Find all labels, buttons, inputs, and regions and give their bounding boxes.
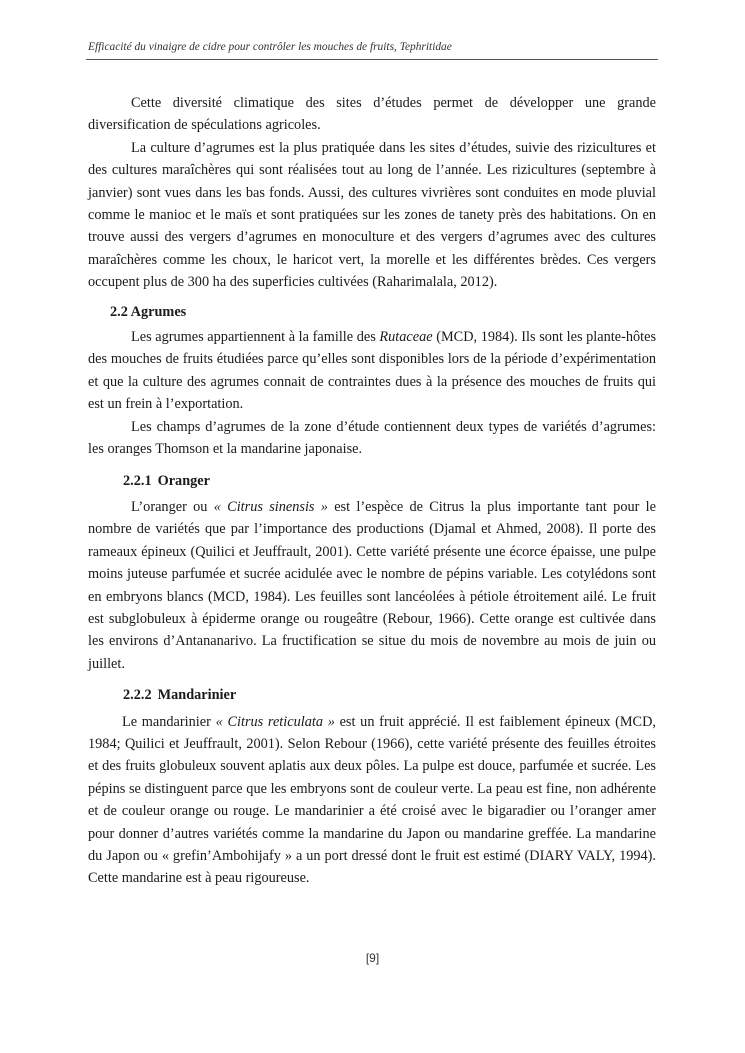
subsection-heading-mandarinier [88, 684, 656, 706]
heading-number: 2.2.2 [123, 687, 152, 704]
text-run: (MCD, 1984). Ils sont les plante-hôtes des mouches de fruits étudiées parce qu’elles sont disponibles lors de la période d’expérimentation et que la culture des agrumes connait de contraintes dues à la présence des mouches de fruits qui est un frein à l’exportation. [88, 329, 657, 413]
section-heading-agrumes: 2.2 Agrumes [110, 303, 187, 320]
paragraph-agrumes-varieties: Les champs d’agrumes de la zone d’étude contiennent deux types de variétés d’agrumes: les oranges Thomson et la mandarine japonaise. [88, 418, 656, 458]
italic-term-citrus-sinensis: « Citrus sinensis » [213, 498, 328, 515]
paragraph-climate: Cette diversité climatique des sites d’études permet de développer une grande diversification de spéculations agricoles. [88, 95, 656, 134]
header-divider [86, 59, 658, 60]
text-run: est un fruit apprécié. Il est faiblement épineux (MCD, 1984; Quilici et Jeuffrault, 2001). Selon Rebour (1966), cette variété présente des feuilles étroites et des fruits globuleux souvent aplatis aux deux pôles. La pulpe est douce, parfumée et sucrée. Les pépins se distinguent parce que les embryons sont de couleur verte. La peau est fine, non adhérente et de couleur orange ou rouge. Le mandarinier a été croisé avec le bigaradier ou l’oranger amer pour donner d’autres variétés comme la mandarine du Japon ou mandarine greffée. La mandarine du Japon ou « grefin’Ambohijafy » a un port dressé dont le fruit est estimé (DIARY VALY, 1994). Cette mandarine est à peau rigoureuse. [88, 713, 656, 887]
text-run: Les agrumes appartiennent à la famille des [131, 329, 380, 346]
heading-title: Mandarinier [157, 687, 237, 704]
page-body [88, 92, 656, 890]
running-header: Efficacité du vinaigre de cidre pour contrôler les mouches de fruits, Tephritidae [88, 41, 452, 53]
paragraph-agrumes-family [88, 326, 656, 416]
italic-term-citrus-reticulata: « Citrus reticulata » [215, 713, 335, 730]
paragraph-oranger [88, 496, 656, 675]
heading-title: Oranger [157, 472, 210, 489]
heading-number: 2.2.1 [123, 472, 152, 489]
paragraph-crops: La culture d’agrumes est la plus pratiquée dans les sites d’études, suivie des rizicultures et des cultures maraîchères qui sont réalisées tout au long de l’année. Les rizicultures (septembre à janvier) sont vues dans les bas fonds. Aussi, des cultures vivrières sont conduites en mode pluvial comme le manioc et le maïs et sont pratiquées sur les zones de tanety près des habitations. On en trouve aussi des vergers d’agrumes en monoculture et des vergers d’agrumes avec des cultures maraîchères comme les choux, le haricot vert, la morelle et les différentes brèdes. Ces vergers occupent plus de 300 ha des superficies cultivées (Raharimalala, 2012). [88, 139, 656, 291]
page-number: [9] [365, 951, 380, 965]
paragraph-mandarinier [88, 711, 656, 890]
italic-term-rutaceae: Rutaceae [379, 329, 433, 346]
text-run: est l’espèce de Citrus la plus importante tant pour le nombre de variétés que par l’importance des productions (Djamal et Ahmed, 2008). Il porte des rameaux épineux (Quilici et Jeuffrault, 2001). Cette variété présente une écorce épaisse, une pulpe moins juteuse parfumée et sucrée acidulée avec le nombre de pépins variable. Les cotylédons sont en embryons blancs (MCD, 1984). Les feuilles sont lancéolées à pétiole étroitement ailé. Le fruit est subglobuleux à épiderme orange ou rougeâtre (Rebour, 1966). Cette orange est cultivée dans les environs d’Antananarivo. La fructification se situe du mois de novembre au mois de juin ou juillet. [88, 498, 656, 672]
subsection-heading-oranger [88, 470, 656, 492]
text-run: Le mandarinier [122, 713, 216, 730]
text-run: L’oranger ou [131, 498, 214, 515]
